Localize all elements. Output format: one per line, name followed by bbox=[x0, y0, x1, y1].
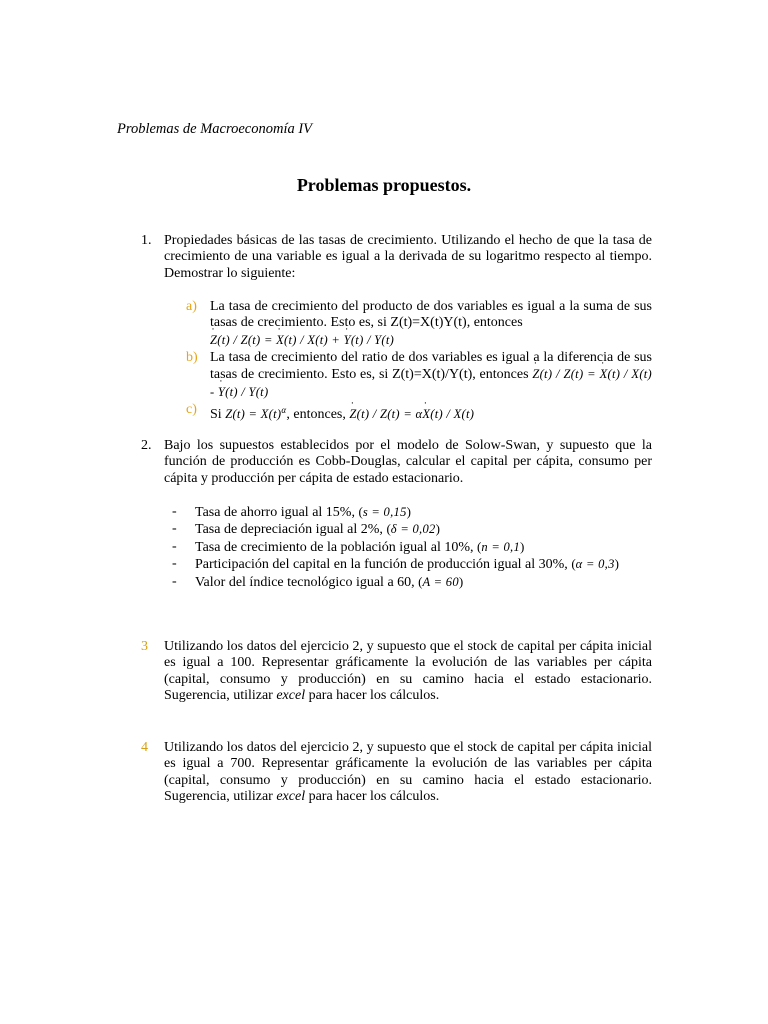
list-item: - Tasa de depreciación igual al 2%, (δ = 0,02) bbox=[172, 521, 440, 538]
problem-1c-si: Si bbox=[210, 407, 222, 423]
problem-1c-label: c) bbox=[186, 402, 197, 417]
page-header: Problemas de Macroeconomía IV bbox=[117, 121, 313, 137]
problem-1c bbox=[186, 402, 652, 424]
problem-2-text: Bajo los supuestos establecidos por el modelo de Solow-Swan, y supuesto que la función de producción es Cobb-Douglas, calcular el capital per cápita, consumo per cápita y producción per cápita de estado estacionario. bbox=[164, 438, 652, 486]
problem-1c-definition: $Z(t) = X(t)^\alpha$ bbox=[225, 405, 287, 422]
list-item: - Tasa de ahorro igual al 15%, (s = 0,15) bbox=[172, 504, 411, 520]
list-item: - Participación del capital en la función de producción igual al 30%, (α = 0,3) bbox=[172, 556, 619, 573]
problem-1b-label: b) bbox=[186, 350, 198, 365]
list-item: - Valor del índice tecnológico igual a 60, (A = 60) bbox=[172, 573, 464, 590]
problem-1c-formula: ˙ Z(t) / Z(t) = α˙ X(t) / X(t) bbox=[349, 407, 474, 421]
problem-1-text: Propiedades básicas de las tasas de crecimiento. Utilizando el hecho de que la tasa de crecimiento de una variable es igual a la derivada de su logaritmo respecto al tiempo. Demostrar lo siguiente: bbox=[164, 233, 652, 281]
problem-3-number: 3 bbox=[141, 639, 148, 654]
problem-2-number: 2. bbox=[141, 438, 152, 453]
problem-1-number: 1. bbox=[141, 233, 152, 248]
problem-1b bbox=[186, 350, 652, 401]
problem-4-text: Utilizando los datos del ejercicio 2, y supuesto que el stock de capital per cápita inicial es igual a 700. Representar gráficamente la evolución de las variables per cápita (capital, consumo y producción) en su camino hacia el estado estacionario. Sugerencia, utilizar excel para hacer los cálculos. bbox=[164, 740, 652, 805]
page-title: Problemas propuestos. bbox=[296, 175, 472, 195]
problem-1a-label: a) bbox=[186, 299, 197, 314]
problem-1b-text: La tasa de crecimiento del ratio de dos variables es igual a la diferencia de sus tasas de crecimiento. Esto es, si Z(t)=X(t)/Y(t), entonces bbox=[210, 350, 652, 383]
problem-1c-entonces: , entonces, bbox=[286, 407, 346, 423]
problem-2-list bbox=[172, 504, 652, 591]
problem-1a-formula: ˙ Z(t) / Z(t) = ˙ X(t) / X(t) + ˙ Y(t) / Y(t) bbox=[210, 333, 394, 347]
list-item: - Tasa de crecimiento de la población igual al 10%, (n = 0,1) bbox=[172, 538, 525, 555]
problem-4-number: 4 bbox=[141, 740, 148, 755]
problem-1a-text: La tasa de crecimiento del producto de dos variables es igual a la suma de sus tasas de crecimiento. Esto es, si Z(t)=X(t)Y(t), entonces bbox=[210, 299, 652, 331]
problem-3-text: Utilizando los datos del ejercicio 2, y supuesto que el stock de capital per cápita inicial es igual a 100. Representar gráficamente la evolución de las variables per cápita (capital, consumo y producción) en su camino hacia el estado estacionario. Sugerencia, utilizar excel para hacer los cálculos. bbox=[164, 639, 652, 704]
problem-1b-formula: ˙ Z(t) / Z(t) = ˙ X(t) / X(t) - ˙ Y(t) / Y(t) bbox=[210, 367, 652, 398]
problem-1a bbox=[186, 299, 652, 349]
